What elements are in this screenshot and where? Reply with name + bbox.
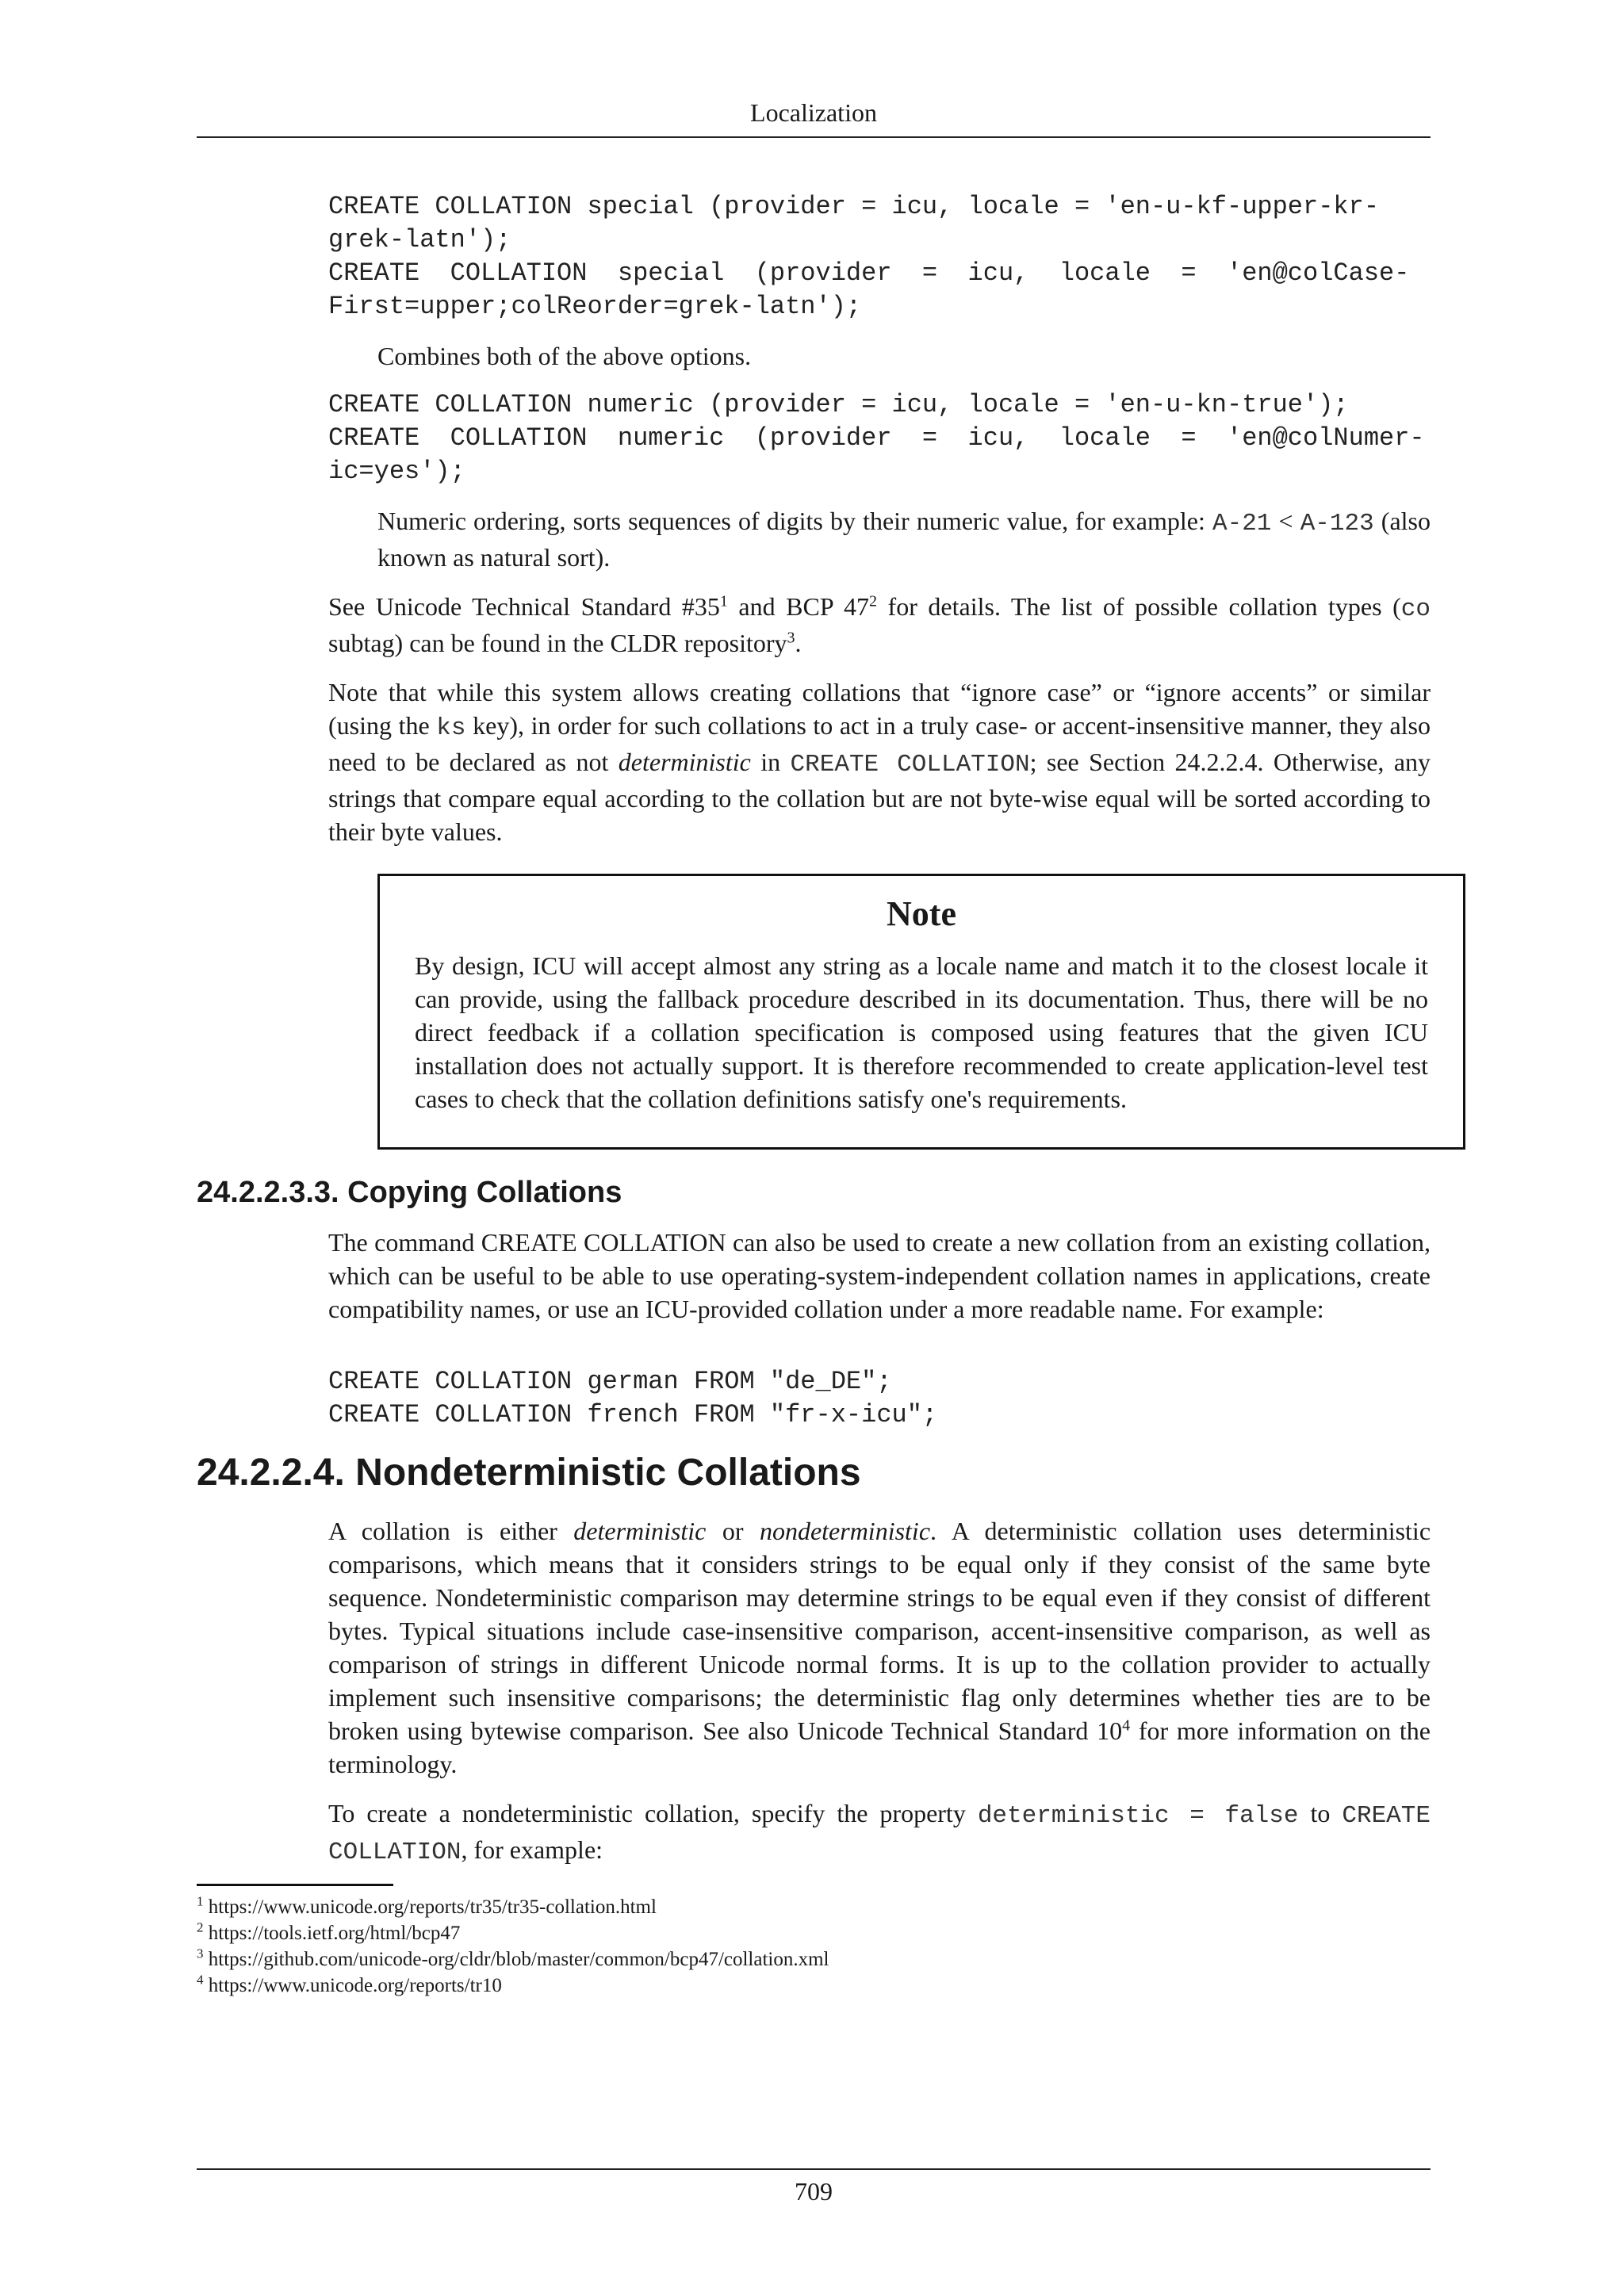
copying-paragraph: The command CREATE COLLATION can also be used to create a new collation from an existing collation, which can be useful to be able to use operating-system-independent collation names in applications, create compatibility names, or use an ICU-provided collation under a more readable name. For example: — [328, 1228, 1431, 1323]
create-nondeterministic-paragraph: To create a nondeterministic collation, specify the property deterministic = false to CREATE COLLATION, for example: — [328, 1799, 1431, 1866]
footer-rule — [197, 2168, 1431, 2170]
footnote-ref-2[interactable]: 2 — [869, 592, 878, 610]
note-body: By design, ICU will accept almost any string as a locale name and match it to the closest locale it can provide, using the fallback procedure described in its documentation. Thus, there will be no direct feedback if a collation specification is composed using features that the given ICU installation does not actually support. It is therefore recommended to create application-level test cases to check that the collation definitions satisfy one's requirements. — [415, 951, 1428, 1113]
nondeterministic-paragraph: A collation is either deterministic or nondeterministic. A deterministic collation uses deterministic comparisons, which means that it considers strings to be equal only if they consist of the same byte sequence. Nondeterministic comparison may determine strings to be equal even if they consist of different bytes. Typical situations include case-insensitive comparison, accent-insensitive comparison, as well as comparison of strings in different Unicode normal forms. It is up to the collation provider to actually implement such insensitive comparisons; the deterministic flag only determines whether ties are to be broken using bytewise comparison. See also Unicode Technical Standard $10^4$ for more information on the terminology. — [328, 1517, 1431, 1778]
page-body — [197, 190, 1431, 1999]
footnote-4: $^4$ https://www.unicode.org/reports/tr10 — [197, 1972, 502, 1996]
note-title: Note — [887, 894, 956, 933]
footnote-rule — [197, 1884, 393, 1886]
footnote-link[interactable]: https://github.com/unicode-org/cldr/blob/master/common/bcp47/collation.xml — [208, 1949, 829, 1970]
code-block-combined: CREATE COLLATION special (provider = icu, locale = 'en-u-kf-upper-kr- grek-latn'); CREATE COLLATION special (provider = icu, locale = 'en@colCase- First=upper;colReorder=grek-latn'); — [328, 192, 1410, 321]
insensitive-paragraph: Note that while this system allows creating collations that “ignore case” or “ignore accents” or similar (using the ks key), in order for such collations to act in a truly case- or accent-insensitive manner, they also need to be declared as not deterministic in CREATE COLLATION; see Section 24.2.2.4. Otherwise, any strings that compare equal according to the collation but are not byte-wise equal will be sorted according to their byte values. — [328, 678, 1431, 846]
footnote-link[interactable]: https://tools.ietf.org/html/bcp47 — [208, 1923, 461, 1944]
code-block-numeric: CREATE COLLATION numeric (provider = icu, locale = 'en-u-kn-true'); CREATE COLLATION numeric (provider = icu, locale = 'en@colNumer- ic=yes'); — [328, 390, 1425, 486]
page-number: 709 — [795, 2177, 833, 2206]
header-rule — [197, 136, 1431, 138]
numeric-description: Numeric ordering, sorts sequences of digits by their numeric value, for example: A-21 < A-123 (also known as natural sort). — [377, 507, 1431, 572]
running-header: Localization — [750, 98, 877, 127]
footnotes — [197, 1894, 1431, 1999]
footnote-1: $^1$ https://www.unicode.org/reports/tr35/tr35-collation.html — [197, 1893, 657, 1918]
footnote-ref-1[interactable]: 1 — [719, 592, 728, 610]
footnote-2: $^2$ https://tools.ietf.org/html/bcp47 — [197, 1919, 461, 1944]
section-heading-nondeterministic: 24.2.2.4. Nondeterministic Collations — [197, 1452, 861, 1494]
footnote-ref-4[interactable]: 4 — [1122, 1716, 1131, 1735]
footnote-3: $^3$ https://github.com/unicode-org/cldr/blob/master/common/bcp47/collation.xml — [197, 1946, 829, 1970]
footnote-link[interactable]: https://www.unicode.org/reports/tr35/tr35-collation.html — [208, 1896, 657, 1918]
footnote-link[interactable]: https://www.unicode.org/reports/tr10 — [208, 1975, 502, 1996]
note-box — [377, 874, 1465, 1150]
code-block-copying: CREATE COLLATION german FROM "de_DE"; CREATE COLLATION french FROM "fr-x-icu"; — [328, 1367, 938, 1429]
see-paragraph: See Unicode Technical Standard $\#35^1$ and BCP $47^2$ for details. The list of possible collation types (co subtag) can be found in the CLDR repository$^3$. — [328, 592, 1431, 657]
section-heading-copying: 24.2.2.3.3. Copying Collations — [197, 1176, 622, 1209]
combines-description: Combines both of the above options. — [377, 342, 752, 370]
footnote-ref-3[interactable]: 3 — [787, 629, 795, 647]
